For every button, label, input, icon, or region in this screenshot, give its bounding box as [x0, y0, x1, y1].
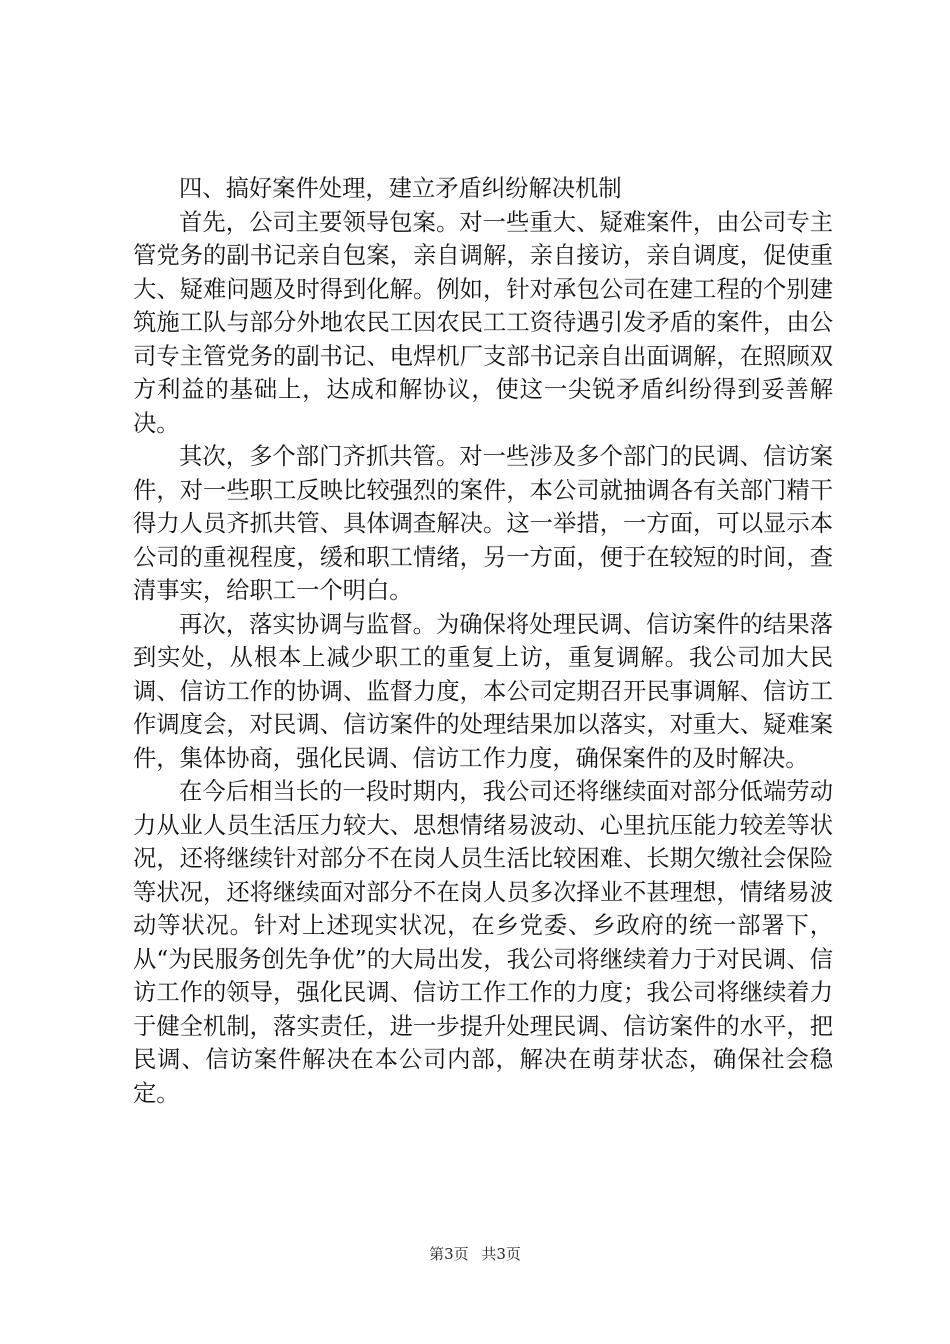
paragraph-4: 在今后相当长的一段时期内，我公司还将继续面对部分低端劳动力从业人员生活压力较大、思想情绪易波动、心里抗压能力较差等状况，还将继续针对部分不在岗人员生活比较困难、长期欠缴社会保险等状况，还将继续面对部分不在岗人员多次择业不甚理想，情绪易波动等状况。针对上述现实状况，在乡党委、乡政府的统一部署下，从“为民服务创先争优”的大局出发，我公司将继续着力于对民调、信访工作的领导，强化民调、信访工作工作的力度；我公司将继续着力于健全机制，落实责任，进一步提升处理民调、信访案件的水平，把民调、信访案件解决在本公司内部，解决在萌芽状态，确保社会稳定。: [133, 778, 833, 1107]
page-total: 共3页: [481, 1245, 521, 1263]
page-number: 第3页: [429, 1245, 469, 1263]
section-heading: 四、搞好案件处理，建立矛盾纠纷解决机制: [179, 175, 622, 202]
paragraph-1: 首先，公司主要领导包案。对一些重大、疑难案件，由公司专主管党务的副书记亲自包案，亲自调解，亲自接访，亲自调度，促使重大、疑难问题及时得到化解。例如，针对承包公司在建工程的个别建筑施工队与部分外地农民工因农民工工资待遇引发矛盾的案件，由公司专主管党务的副书记、电焊机厂支部书记亲自出面调解，在照顾双方利益的基础上，达成和解协议，使这一尖锐矛盾纠纷得到妥善解决。: [133, 208, 833, 437]
page-footer: [0, 1244, 950, 1264]
document-body: [133, 172, 833, 1110]
paragraph-3: 再次，落实协调与监督。为确保将处理民调、信访案件的结果落到实处，从根本上减少职工的重复上访，重复调解。我公司加大民调、信访工作的协调、监督力度，本公司定期召开民事调解、信访工作调度会，对民调、信访案件的处理结果加以落实，对重大、疑难案件，集体协商，强化民调、信访工作力度，确保案件的及时解决。: [133, 610, 833, 772]
paragraph-2: 其次，多个部门齐抓共管。对一些涉及多个部门的民调、信访案件，对一些职工反映比较强烈的案件，本公司就抽调各有关部门精干得力人员齐抓共管、具体调查解决。这一举措，一方面，可以显示本公司的重视程度，缓和职工情绪，另一方面，便于在较短的时间，查清事实，给职工一个明白。: [133, 443, 833, 604]
